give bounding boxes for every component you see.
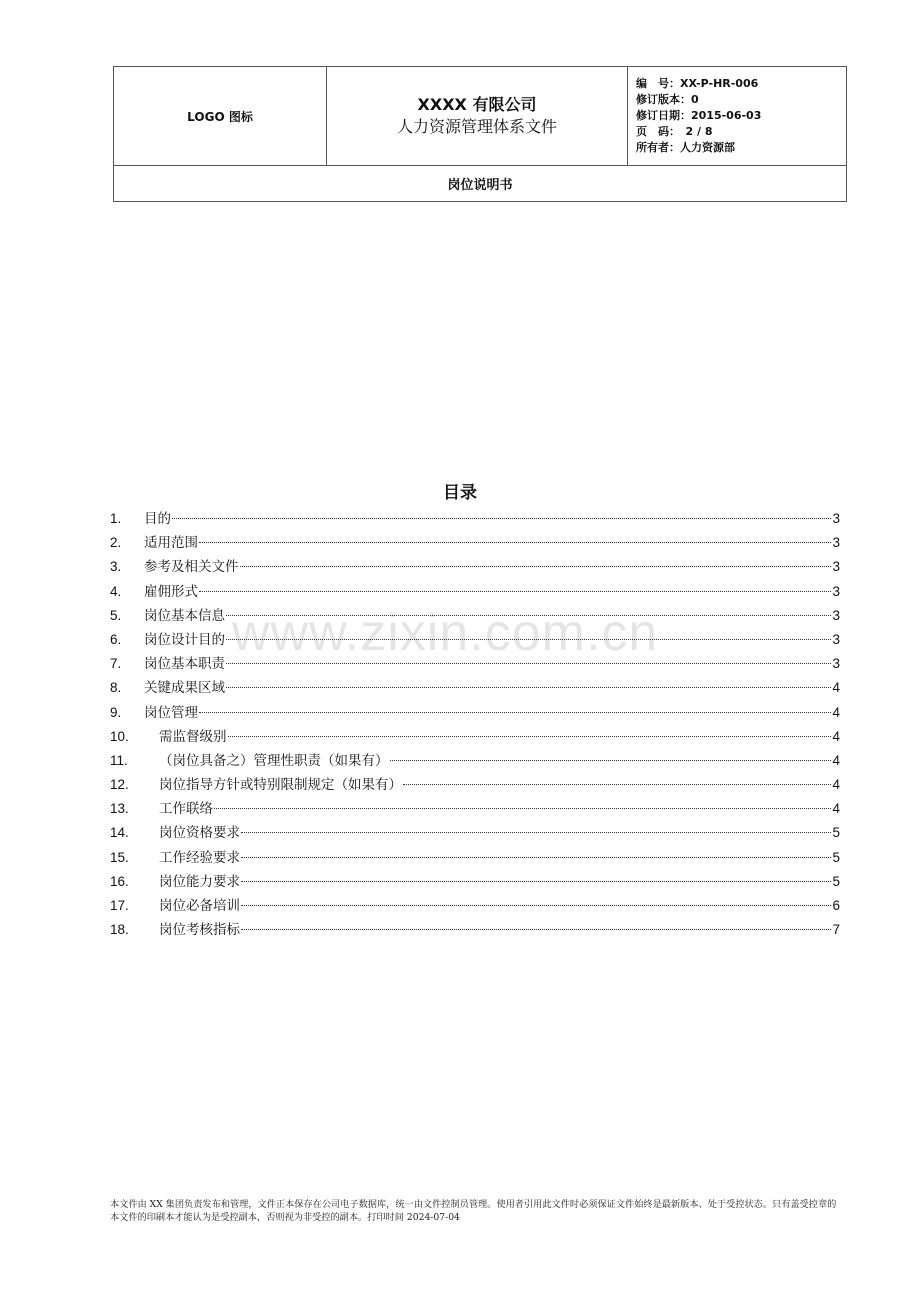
toc-entry-number: 2. <box>110 535 122 551</box>
toc-entry-number: 6. <box>110 631 122 647</box>
owner: 所有者：人力资源部 <box>636 141 735 154</box>
toc-dot-leader <box>199 712 831 713</box>
toc-entry[interactable] <box>110 725 840 749</box>
document-subtitle: 岗位说明书 <box>114 166 847 202</box>
toc-entry-title: 工作经验要求 <box>159 849 240 866</box>
company-name: XXXX 有限公司 <box>417 95 537 114</box>
toc-dot-leader <box>241 881 831 882</box>
toc-dot-leader <box>241 929 831 930</box>
toc-entry-title: （岗位具备之）管理性职责（如果有） <box>159 752 389 769</box>
toc-entry-page: 3 <box>832 607 840 623</box>
toc-entry-title: 岗位基本信息 <box>144 607 225 624</box>
toc-dot-leader <box>240 566 832 567</box>
document-info-cell <box>628 67 847 166</box>
toc-dot-leader <box>226 663 831 664</box>
toc-dot-leader <box>403 784 831 785</box>
toc-entry-title: 需监督级别 <box>159 728 227 745</box>
toc-entry[interactable] <box>110 580 840 604</box>
watermark: www.zixin.com.cn <box>232 604 659 662</box>
toc-entry-title: 岗位管理 <box>144 704 198 721</box>
toc-entry-number: 13. <box>110 801 129 817</box>
toc-entry-title: 目的 <box>144 511 171 527</box>
toc-title: 目录 <box>443 483 477 503</box>
toc-entry-title: 岗位必备培训 <box>159 898 240 914</box>
toc-dot-leader <box>172 518 831 519</box>
revision-version: 修订版本：0 <box>636 93 699 106</box>
toc-entry[interactable] <box>110 531 840 555</box>
toc-entry-number: 5. <box>110 607 122 623</box>
toc-entry[interactable] <box>110 628 840 652</box>
toc-entry[interactable] <box>110 918 840 942</box>
toc-entry-title: 关键成果区域 <box>144 680 225 697</box>
toc-entry-title: 岗位能力要求 <box>159 873 240 890</box>
toc-entry-number: 17. <box>110 898 129 913</box>
header-title-cell <box>327 67 628 166</box>
toc-entry-title: 工作联络 <box>159 801 213 818</box>
toc-entry[interactable] <box>110 652 840 676</box>
toc-entry-page: 4 <box>832 801 840 817</box>
toc-entry-title: 岗位指导方针或特别限制规定（如果有） <box>159 777 402 794</box>
toc-entry-page: 3 <box>832 583 840 599</box>
toc-entry-page: 4 <box>832 752 840 768</box>
toc-entry-title: 雇佣形式 <box>144 583 198 600</box>
toc-entry[interactable] <box>110 701 840 725</box>
page-number: 页 码： 2 / 8 <box>636 125 713 138</box>
toc-entry-page: 3 <box>832 631 840 647</box>
toc-entry-number: 11. <box>110 752 128 768</box>
toc-entry-number: 3. <box>110 559 122 575</box>
toc-entry-title: 岗位基本职责 <box>144 656 225 673</box>
toc-entry-number: 7. <box>110 656 122 672</box>
footer-notice: 本文件由 XX 集团负责发布和管理，文件正本保存在公司电子数据库，统一由文件控制员管理。使用者引用此文件时必须保证文件始终是最新版本、处于受控状态。只有盖受控章的本文件的印刷本才能认为是受控副本，否则视为非受控的副本。打印时间 2024-07-04 <box>110 1199 837 1223</box>
toc-entry-number: 12. <box>110 777 129 793</box>
toc-entry[interactable] <box>110 797 840 821</box>
toc-entry-page: 4 <box>832 728 840 744</box>
toc-entry[interactable] <box>110 676 840 700</box>
toc-entry-page: 4 <box>832 777 840 793</box>
toc-entry[interactable] <box>110 846 840 870</box>
toc-entry-number: 15. <box>110 849 129 865</box>
toc-entry-number: 10. <box>110 728 129 744</box>
toc-entry-page: 3 <box>832 535 840 551</box>
toc-dot-leader <box>199 542 831 543</box>
toc-dot-leader <box>241 857 831 858</box>
toc-entry[interactable] <box>110 749 840 773</box>
toc-entry-title: 适用范围 <box>144 535 198 552</box>
toc-entry-page: 4 <box>832 704 840 720</box>
toc-entry-number: 1. <box>110 511 122 526</box>
doc-number: 编 号：XX-P-HR-006 <box>636 77 759 90</box>
toc-entry-number: 9. <box>110 704 122 720</box>
table-of-contents <box>110 507 840 942</box>
toc-entry[interactable] <box>110 894 840 918</box>
toc-entry-title: 岗位资格要求 <box>159 825 240 842</box>
logo-placeholder: LOGO 图标 <box>114 67 327 166</box>
revision-date: 修订日期：2015-06-03 <box>636 109 762 122</box>
toc-dot-leader <box>241 832 831 833</box>
toc-entry-number: 16. <box>110 873 129 889</box>
toc-dot-leader <box>199 591 831 592</box>
toc-entry-page: 3 <box>832 559 840 575</box>
toc-entry-number: 14. <box>110 825 129 841</box>
toc-entry-page: 5 <box>832 849 840 865</box>
toc-entry-page: 7 <box>832 922 840 938</box>
toc-entry-title: 岗位设计目的 <box>144 631 225 648</box>
toc-entry-number: 8. <box>110 680 122 696</box>
toc-entry[interactable] <box>110 507 840 531</box>
toc-entry-title: 岗位考核指标 <box>159 922 240 939</box>
toc-dot-leader <box>214 808 831 809</box>
toc-dot-leader <box>226 615 831 616</box>
toc-entry-number: 18. <box>110 922 129 938</box>
toc-entry[interactable] <box>110 604 840 628</box>
toc-dot-leader <box>228 736 832 737</box>
toc-dot-leader <box>226 687 831 688</box>
toc-entry[interactable] <box>110 821 840 845</box>
toc-entry[interactable] <box>110 870 840 894</box>
toc-entry-page: 5 <box>832 825 840 841</box>
toc-entry-number: 4. <box>110 583 122 599</box>
toc-entry-title: 参考及相关文件 <box>144 559 239 576</box>
toc-entry[interactable] <box>110 773 840 797</box>
document-header-table <box>113 66 847 202</box>
toc-entry-page: 3 <box>832 511 840 526</box>
toc-dot-leader <box>241 905 831 906</box>
toc-entry-page: 3 <box>832 656 840 672</box>
toc-entry-page: 6 <box>832 898 840 913</box>
toc-dot-leader <box>390 760 832 761</box>
toc-dot-leader <box>226 639 831 640</box>
toc-entry-page: 4 <box>832 680 840 696</box>
system-name: 人力资源管理体系文件 <box>396 117 557 136</box>
toc-entry[interactable] <box>110 555 840 579</box>
toc-entry-page: 5 <box>832 873 840 889</box>
